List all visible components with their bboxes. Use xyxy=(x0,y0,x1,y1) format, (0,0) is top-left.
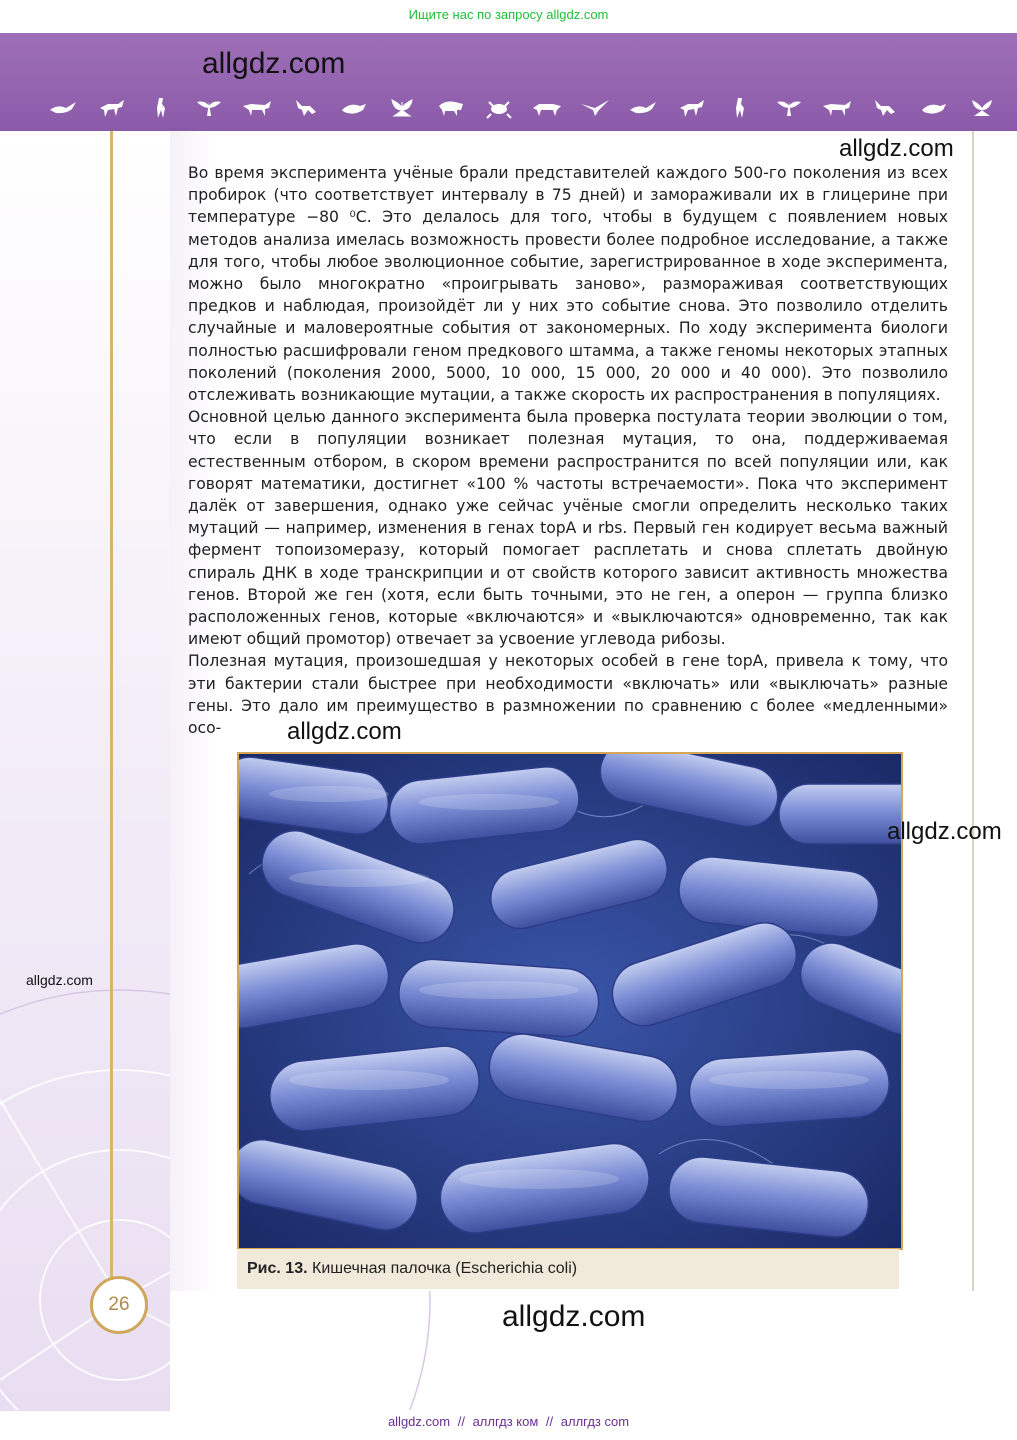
watermark-above-figure: allgdz.com xyxy=(287,718,402,745)
footer-link-2[interactable]: аллгдз ком xyxy=(472,1414,539,1429)
animal-icon xyxy=(290,96,322,120)
footer-links xyxy=(0,1414,1017,1429)
bacteria-illustration xyxy=(239,754,901,1248)
watermark-banner: allgdz.com xyxy=(202,47,346,80)
figure-icon xyxy=(724,96,756,120)
paragraph: Во время эксперимента учёные брали представителей каждого 500-го поколения из всех пробирок (что соответствует интервалу в 75 дней) и замораживали их в глицерине при температуре −80 ⁰С. Это делалось для того, чтобы в будущем с появлением новых методов анализа имелась возможность провести более подробное исследование, а также для того, чтобы любое эволюционное событие, зарегистрированное в ходе эксперимента, можно было многократно «проигрывать заново», размораживая соответствующих предков и наблюдая, произойдёт ли у них это событие снова. Это позволило отделить случайные и маловероятные события от закономерных. По ходу эксперимента биологи полностью расшифровали геном предкового штамма, а также геномы некоторых этапных поколений (поколения 2000, 5000, 10 000, 15 000, 20 000 и 40 000). Это позволило отслеживать возникающие мутации, а также скорость их распространения в популяциях. xyxy=(188,164,948,405)
footer-link-3[interactable]: аллгдз com xyxy=(560,1414,630,1429)
bird-icon xyxy=(918,96,950,120)
bird-icon xyxy=(628,96,660,120)
paragraph: Основной целью данного эксперимента была проверка постулата теории эволюции о том, что если в популяции возникает полезная мутация, то она, поддерживаемая естественным отбором, в скором времени распространится по всей популяции или, как говорят математики, достигнет «100 % частоты встречаемости». Пока что эксперимент далёк от завершения, однако уже сейчас учёные смогли определить несколько таких мутаций — например, изменения в генах topA и rbs. Первый ген кодирует весьма важный фермент топоизомеразу, который помогает расплетать и снова сплетать двойную спираль ДНК в ходе транскрипции и от свойств которого зависит активность множества генов. Второй же ген (хотя, если быть точными, это не ген, а оперон — группа близко расположенных генов, которые «включаются» и «выключаются» одновременно, так как имеют общий промотор) отвечает за усвоение углевода рибозы. xyxy=(188,408,948,649)
watermark-figure-right: allgdz.com xyxy=(887,818,1002,845)
butterfly-icon xyxy=(966,96,998,120)
bird-icon xyxy=(48,96,80,120)
footer-separator: // xyxy=(545,1414,554,1429)
watermark-top-right: allgdz.com xyxy=(839,135,954,162)
animal-icon xyxy=(241,96,273,120)
paragraph: Полезная мутация, произошедшая у некоторых особей в гене topA, привела к тому, что эти бактерии стали быстрее при необходимости «включать» или «выключать» разные гены. Это дало им преимущество в размножении по сравнению с более «медленными» осо- xyxy=(188,652,948,738)
animal-icon xyxy=(435,96,467,120)
insect-icon xyxy=(193,96,225,120)
main-text xyxy=(188,162,948,739)
watermark-left-margin: allgdz.com xyxy=(26,972,93,988)
figure-caption xyxy=(237,1249,899,1289)
bird-icon xyxy=(338,96,370,120)
figure-caption-text: Кишечная палочка (Escherichia coli) xyxy=(312,1260,578,1277)
watermark-bottom: allgdz.com xyxy=(502,1300,646,1333)
animal-icon xyxy=(676,96,708,120)
top-search-hint[interactable]: Ищите нас по запросу allgdz.com xyxy=(408,7,609,22)
page-number: 26 xyxy=(90,1276,148,1334)
animal-icon xyxy=(869,96,901,120)
margin-gold-line xyxy=(110,131,113,1281)
figure-label: Рис. 13. xyxy=(247,1260,308,1277)
bird-icon xyxy=(579,96,611,120)
butterfly-icon xyxy=(386,96,418,120)
animal-icon xyxy=(531,96,563,120)
animal-silhouettes-row xyxy=(48,93,998,123)
figure-ecoli-image xyxy=(237,752,903,1250)
footer-link-1[interactable]: allgdz.com xyxy=(387,1414,451,1429)
animal-icon xyxy=(821,96,853,120)
header-banner xyxy=(0,33,1017,131)
insect-icon xyxy=(773,96,805,120)
figure-icon xyxy=(145,96,177,120)
crab-icon xyxy=(483,96,515,120)
animal-icon xyxy=(96,96,128,120)
footer-separator: // xyxy=(457,1414,465,1429)
